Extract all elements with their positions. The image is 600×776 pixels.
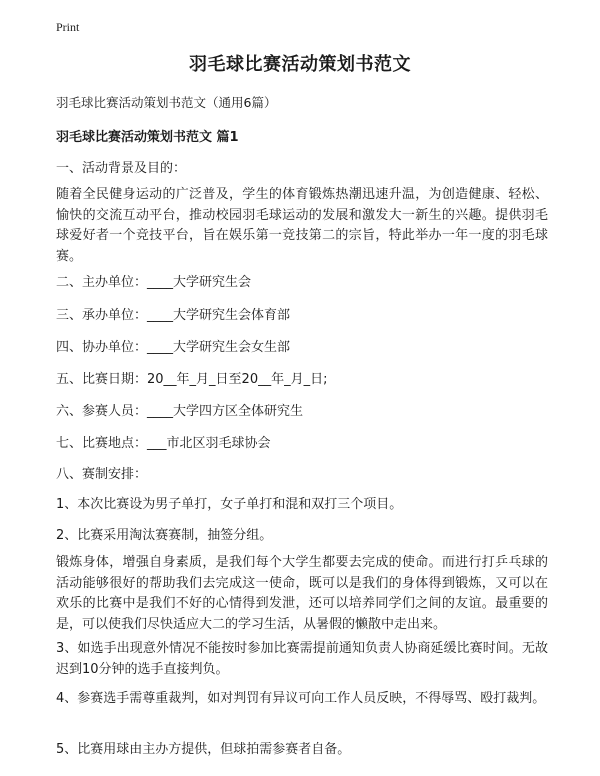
rule-3: 3、如选手出现意外情况不能按时参加比赛需提前通知负责人协商延缓比赛时间。无故迟到10分钟的选手直接判负。	[56, 641, 548, 677]
background-paragraph: 随着全民健身运动的广泛普及，学生的体育锻炼热潮迅速升温，为创造健康、轻松、愉快的交流互动平台，推动校园羽毛球运动的发展和激发大一新生的兴趣。提供羽毛球爱好者一个竞技平台，旨在娱乐第一竞技第二的宗旨，特此举办一年一度的羽毛球赛。	[56, 187, 548, 264]
section-heading: 羽毛球比赛活动策划书范文 篇1	[56, 130, 239, 145]
page-title: 羽毛球比赛活动策划书范文	[189, 54, 411, 75]
background-heading: 一、活动背景及目的：	[56, 161, 187, 176]
rule-4: 4、参赛选手需尊重裁判，如对判罚有异议可向工作人员反映，不得辱骂、殴打裁判。	[56, 691, 546, 706]
exercise-paragraph: 锻炼身体，增强自身素质，是我们每个大学生都要去完成的使命。而进行打乒乓球的活动能够很好的帮助我们去完成这一使命，既可以是我们的身体得到锻炼，又可以在欢乐的比赛中是我们不好的心情得到发泄，还可以培养同学们之间的友谊。最重要的是，可以使我们尽快适应大二的学习生活，从暑假的懒散中走出来。	[56, 555, 548, 632]
participants-line: 六、参赛人员：____大学四方区全体研究生	[56, 404, 304, 419]
print-link[interactable]: Print	[56, 20, 80, 34]
co-organizer-line: 四、协办单位：____大学研究生会女生部	[56, 340, 291, 355]
rules-heading: 八、赛制安排：	[56, 467, 148, 482]
organizer-line: 三、承办单位：____大学研究生会体育部	[56, 308, 291, 323]
venue-line: 七、比赛地点：___市北区羽毛球协会	[56, 436, 271, 451]
rule-5: 5、比赛用球由主办方提供，但球拍需参赛者自备。	[56, 742, 351, 757]
rule-2: 2、比赛采用淘汰赛赛制，抽签分组。	[56, 528, 273, 543]
date-line: 五、比赛日期：20__年_月_日至20__年_月_日;	[56, 372, 328, 387]
rule-1: 1、本次比赛设为男子单打，女子单打和混和双打三个项目。	[56, 497, 403, 512]
host-line: 二、主办单位：____大学研究生会	[56, 275, 252, 290]
document-subtitle: 羽毛球比赛活动策划书范文（通用6篇）	[56, 95, 277, 110]
